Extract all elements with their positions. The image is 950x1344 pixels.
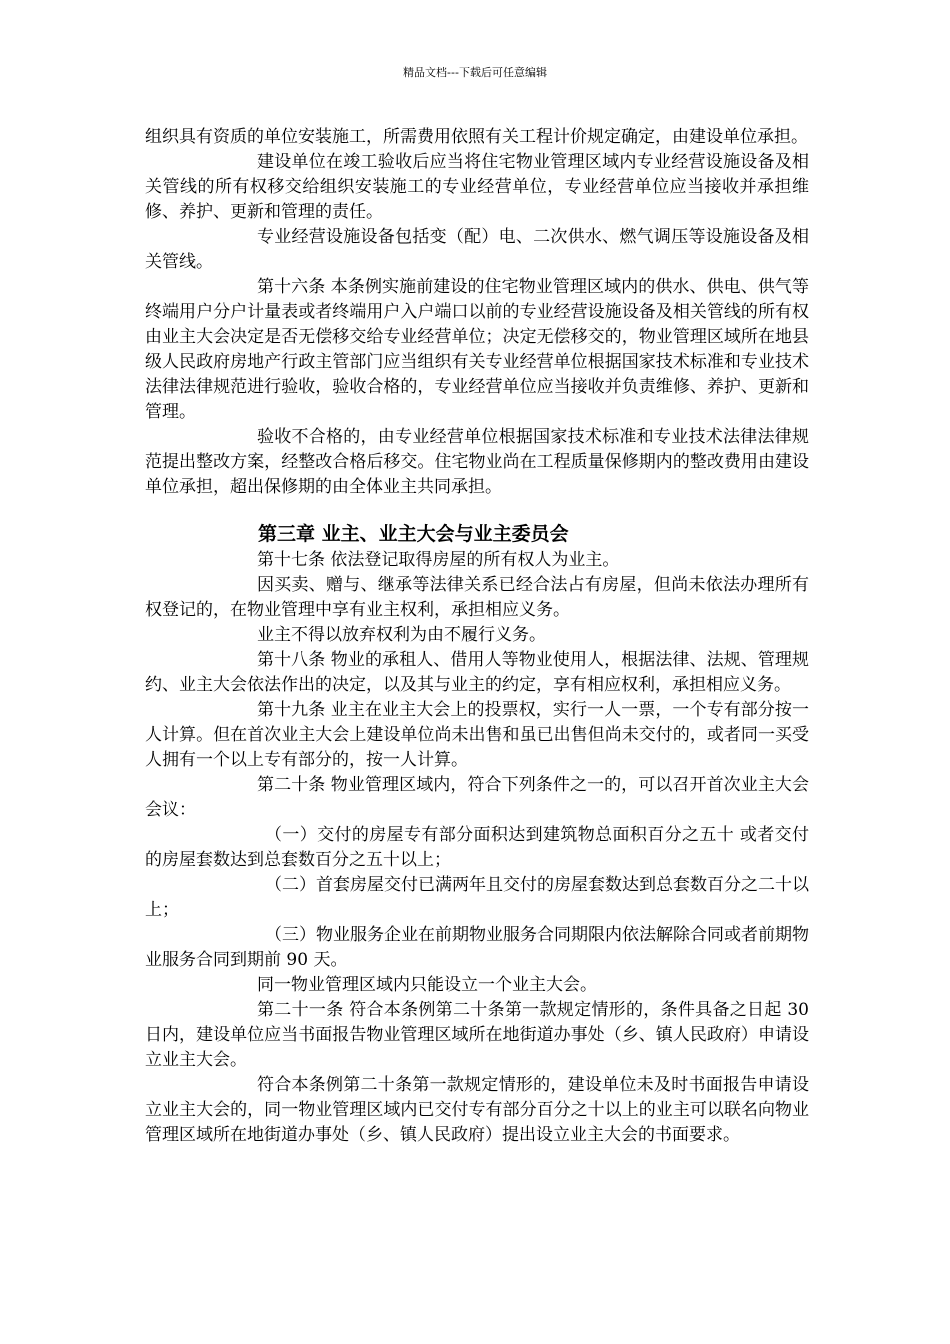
list-item: （一）交付的房屋专有部分面积达到建筑物总面积百分之五十 或者交付的房屋套数达到总套数百分之五十以上； bbox=[145, 825, 809, 870]
paragraph: 验收不合格的，由专业经营单位根据国家技术标准和专业技术法律法律规范提出整改方案，经整改合格后移交。住宅物业尚在工程质量保修期内的整改费用由建设单位承担，超出保修期的由全体业主共同承担。 bbox=[145, 427, 809, 497]
paragraph: 第二十条 物业管理区域内，符合下列条件之一的，可以召开首次业主大会会议： bbox=[145, 775, 809, 820]
paragraph: 因买卖、赠与、继承等法律关系已经合法占有房屋，但尚未依法办理所有权登记的，在物业管理中享有业主权利，承担相应义务。 bbox=[145, 575, 809, 620]
paragraph: 第十八条 物业的承租人、借用人等物业使用人，根据法律、法规、管理规约、业主大会依法作出的决定，以及其与业主的约定，享有相应权利，承担相应义务。 bbox=[145, 650, 809, 695]
list-item: （三）物业服务企业在前期物业服务合同期限内依法解除合同或者前期物业服务合同到期前 90 天。 bbox=[145, 925, 809, 970]
paragraph: 组织具有资质的单位安装施工，所需费用依照有关工程计价规定确定，由建设单位承担。 bbox=[145, 127, 808, 147]
chapter-title: 第三章 业主、业主大会与业主委员会 bbox=[258, 523, 569, 545]
paragraph: 第十七条 依法登记取得房屋的所有权人为业主。 bbox=[257, 550, 620, 570]
paragraph: 建设单位在竣工验收后应当将住宅物业管理区域内专业经营设施设备及相关管线的所有权移交给组织安装施工的专业经营单位，专业经营单位应当接收并承担维修、养护、更新和管理的责任。 bbox=[145, 152, 809, 222]
list-item: （二）首套房屋交付已满两年且交付的房屋套数达到总套数百分之二十以上； bbox=[145, 875, 809, 920]
paragraph: 第二十一条 符合本条例第二十条第一款规定情形的，条件具备之日起 30 日内，建设单位应当书面报告物业管理区域所在地街道办事处（乡、镇人民政府）申请设立业主大会。 bbox=[145, 1000, 809, 1070]
paragraph: 符合本条例第二十条第一款规定情形的，建设单位未及时书面报告申请设立业主大会的，同一物业管理区域内已交付专有部分百分之十以上的业主可以联名向物业管理区域所在地街道办事处（乡、镇人民政府）提出设立业主大会的书面要求。 bbox=[145, 1075, 809, 1145]
page-header: 精品文档---下载后可任意编辑 bbox=[403, 66, 547, 79]
document-body bbox=[145, 125, 809, 1148]
paragraph: 第十六条 本条例实施前建设的住宅物业管理区域内的供水、供电、供气等终端用户分户计量表或者终端用户入户端口以前的专业经营设施设备及相关管线的所有权由业主大会决定是否无偿移交给专业经营单位；决定无偿移交的，物业管理区域所在地县级人民政府房地产行政主管部门应当组织有关专业经营单位根据国家技术标准和专业技术法律法律规范进行验收，验收合格的，专业经营单位应当接收并负责维修、养护、更新和管理。 bbox=[145, 277, 809, 422]
paragraph: 第十九条 业主在业主大会上的投票权，实行一人一票，一个专有部分按一人计算。但在首次业主大会上建设单位尚未出售和虽已出售但尚未交付的，或者同一买受人拥有一个以上专有部分的，按一人计算。 bbox=[145, 700, 809, 770]
paragraph: 专业经营设施设备包括变（配）电、二次供水、燃气调压等设施设备及相关管线。 bbox=[145, 227, 809, 272]
paragraph: 同一物业管理区域内只能设立一个业主大会。 bbox=[257, 975, 597, 995]
paragraph: 业主不得以放弃权利为由不履行义务。 bbox=[257, 625, 546, 645]
